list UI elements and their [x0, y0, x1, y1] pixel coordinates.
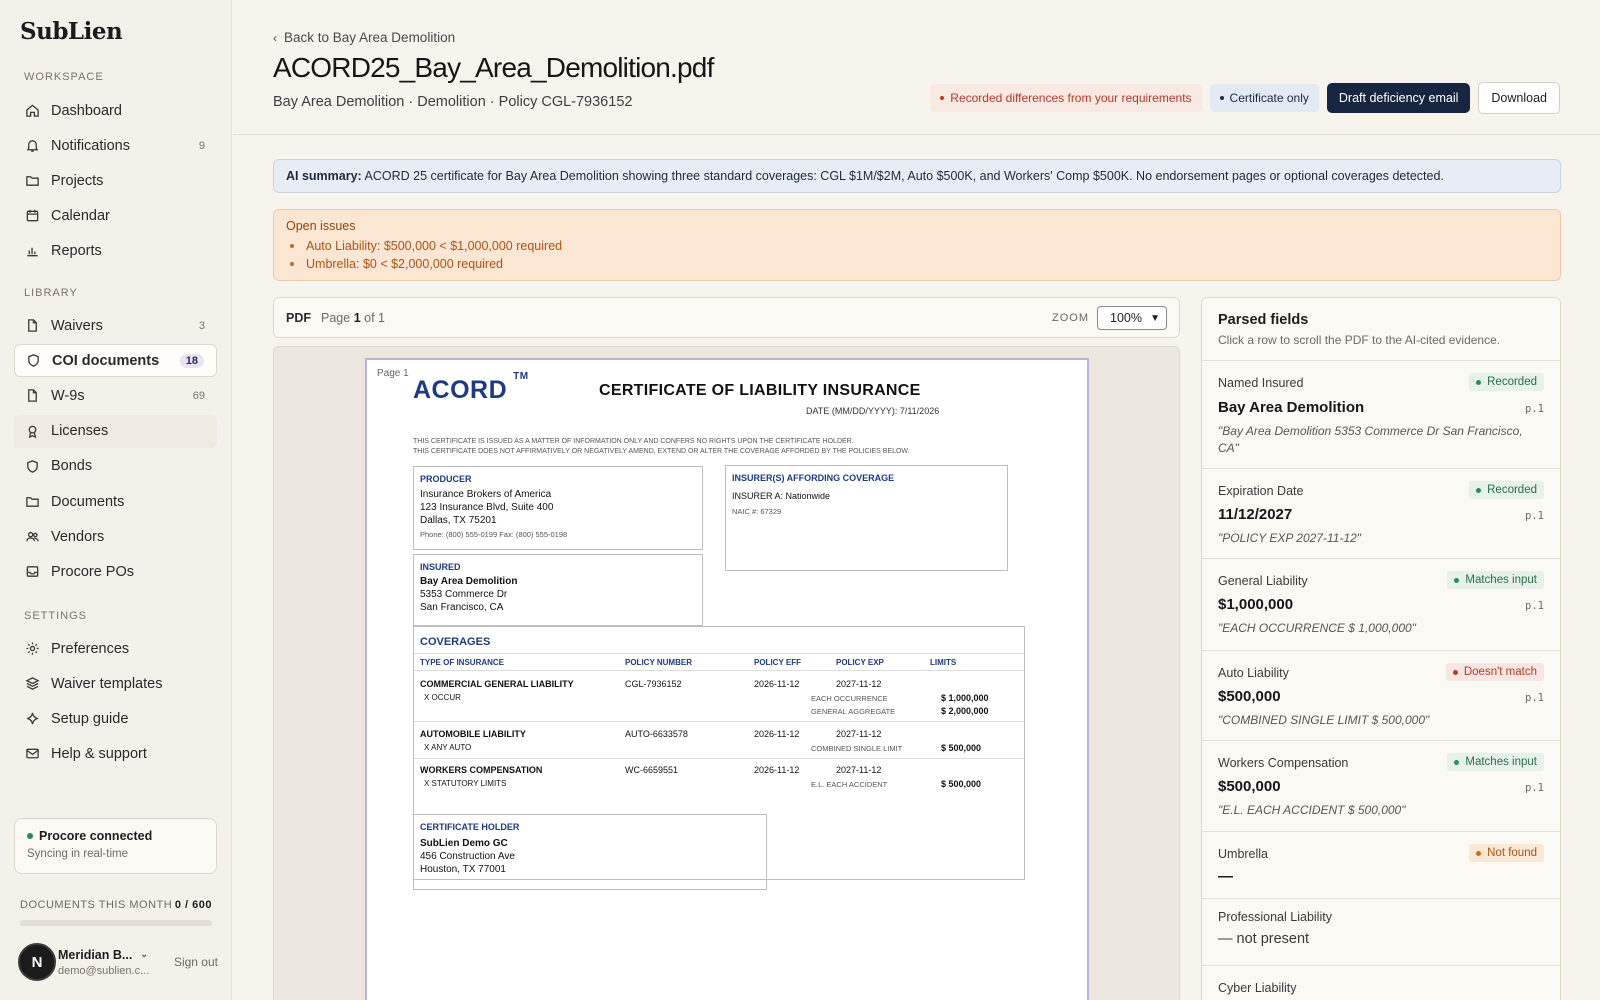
chevron-down-icon[interactable]: ⌄	[140, 949, 148, 959]
usage-label: DOCUMENTS THIS MONTH	[20, 899, 173, 911]
zoom-select[interactable]	[1097, 306, 1167, 330]
parsed-fields-title: Parsed fields	[1218, 312, 1309, 328]
evidence-quote: "EACH OCCURRENCE $ 1,000,000"	[1218, 621, 1416, 635]
page-subtitle: Bay Area Demolition · Demolition · Policy CGL-7936152	[273, 94, 633, 110]
parsed-field-row-auto-liability[interactable]	[1202, 651, 1560, 741]
insured-box: INSURED Bay Area Demolition 5353 Commerce Dr San Francisco, CA	[413, 554, 703, 626]
sidebar-item-label: Preferences	[51, 640, 130, 657]
mail-icon	[24, 746, 40, 762]
sidebar-item-label: Bonds	[51, 458, 93, 475]
page-reference[interactable]: p.1	[1525, 782, 1544, 794]
user-email: demo@sublien.c...	[58, 964, 150, 977]
sidebar-item-label: Projects	[51, 172, 104, 189]
status-dot-icon	[1476, 380, 1481, 385]
procore-status-subtitle: Syncing in real-time	[27, 848, 128, 860]
field-value: $1,000,000	[1218, 596, 1294, 613]
sidebar-item-label: Waiver templates	[51, 675, 163, 692]
ai-summary-label: AI summary:	[286, 169, 362, 183]
pdf-page-label: Page 1	[377, 368, 409, 379]
section-label-settings: SETTINGS	[24, 610, 88, 622]
sidebar-item-dashboard[interactable]	[14, 94, 217, 127]
gear-icon	[24, 641, 40, 657]
connected-dot-icon	[27, 833, 33, 839]
status-dot-icon	[1476, 488, 1481, 493]
sidebar-item-waiver-templates[interactable]	[14, 667, 217, 700]
section-label-library: LIBRARY	[24, 287, 78, 299]
usage-progress-bar	[20, 920, 212, 926]
bell-icon	[24, 138, 40, 154]
count-badge: 9	[198, 139, 205, 152]
certificate-title: CERTIFICATE OF LIABILITY INSURANCE	[599, 382, 921, 399]
coverage-type: COMMERCIAL GENERAL LIABILITY	[420, 679, 574, 689]
field-value: $500,000	[1218, 688, 1281, 705]
ai-summary-banner	[273, 159, 1561, 193]
page-title: ACORD25_Bay_Area_Demolition.pdf	[273, 52, 714, 83]
shield-icon	[25, 353, 41, 369]
parsed-field-row-expiration-date[interactable]	[1202, 469, 1560, 559]
parsed-field-row-professional-liability[interactable]	[1202, 899, 1560, 966]
sidebar	[0, 0, 232, 1000]
sidebar-item-label: W-9s	[51, 387, 85, 404]
sidebar-item-label: Licenses	[51, 423, 109, 440]
evidence-quote: "Bay Area Demolition 5353 Commerce Dr San Francisco, CA"	[1218, 424, 1523, 455]
shield-icon	[24, 458, 40, 474]
sidebar-item-label: Calendar	[51, 207, 110, 224]
differences-badge-label: Recorded differences from your requirements	[950, 91, 1192, 105]
page-indicator: Page 1 of 1	[321, 310, 385, 325]
sidebar-item-documents[interactable]	[14, 485, 217, 518]
producer-box: PRODUCER Insurance Brokers of America 123 Insurance Blvd, Suite 400 Dallas, TX 75201 Phone: (800) 555-0199 Fax: (800) 555-0198	[413, 466, 703, 550]
field-status-badge: Doesn't match	[1446, 663, 1544, 681]
parsed-field-row-named-insured[interactable]	[1202, 361, 1560, 469]
folder-icon	[24, 173, 40, 189]
parsed-field-row-cyber-liability[interactable]	[1202, 966, 1560, 1000]
chevron-down-icon: ▼	[1150, 312, 1160, 324]
field-status-badge: Matches input	[1447, 753, 1544, 771]
usage-label-row	[20, 899, 212, 911]
sidebar-item-w-9s[interactable]	[14, 379, 217, 412]
back-link[interactable]	[273, 30, 455, 45]
chevron-left-icon: ‹	[273, 30, 277, 45]
sidebar-item-coi-documents[interactable]	[14, 344, 217, 377]
count-badge: 69	[192, 389, 205, 402]
evidence-quote: "E.L. EACH ACCIDENT $ 500,000"	[1218, 803, 1406, 817]
parsed-fields-panel	[1201, 297, 1561, 1000]
sidebar-item-setup-guide[interactable]	[14, 702, 217, 735]
avatar[interactable]: N	[18, 943, 56, 981]
file-icon	[24, 388, 40, 404]
issue-item: Auto Liability: $500,000 < $1,000,000 required	[286, 239, 1548, 253]
field-label: Workers Compensation	[1218, 756, 1349, 770]
field-status-badge: Not found	[1469, 844, 1544, 862]
certificate-disclaimer: THIS CERTIFICATE IS ISSUED AS A MATTER OF INFORMATION ONLY AND CONFERS NO RIGHTS UPON THE CERTIFICATE HOLDER. THIS CERTIFICATE DOES NOT AFFIRMATIVELY OR NEGATIVELY AMEND, EXTEND OR ALTER THE COVERAGE AFFORDED BY THE POLICIES BELOW.	[413, 438, 910, 455]
field-value: — not present	[1218, 931, 1310, 947]
section-label-workspace: WORKSPACE	[24, 71, 104, 83]
field-label: Named Insured	[1218, 376, 1304, 390]
field-value: 11/12/2027	[1218, 506, 1293, 523]
user-menu[interactable]	[18, 940, 218, 984]
user-name: Meridian B...	[58, 947, 133, 962]
parsed-field-row-workers-compensation[interactable]	[1202, 741, 1560, 832]
sidebar-item-label: Procore POs	[51, 563, 134, 580]
sidebar-item-vendors[interactable]	[14, 520, 217, 553]
field-status-badge: Recorded	[1469, 481, 1544, 499]
field-label: Cyber Liability	[1218, 981, 1297, 995]
open-issues-list	[286, 239, 1548, 271]
back-link-label: Back to Bay Area Demolition	[284, 30, 456, 45]
document-type-label: Certificate only	[1229, 91, 1309, 105]
field-label: Professional Liability	[1218, 910, 1332, 924]
field-label: Expiration Date	[1218, 484, 1304, 498]
sidebar-item-preferences[interactable]	[14, 632, 217, 665]
open-issues-panel	[273, 209, 1561, 281]
users-icon	[24, 529, 40, 545]
differences-badge	[930, 84, 1201, 112]
award-icon	[24, 423, 40, 439]
header-actions	[930, 82, 1560, 114]
sidebar-item-label: Vendors	[51, 528, 105, 545]
sidebar-item-licenses[interactable]	[14, 415, 217, 448]
coverages-box: COVERAGES TYPE OF INSURANCE POLICY NUMBER POLICY EFF POLICY EXP LIMITS COMMERCIAL GENERAL LIABILITY X OCCUR CGL-7936152 2026-11-12 2027-11-12 EACH OCCURRENCE $ 1,000,000 GENERAL AGGREGATE $ 2,000,000 AUTOMOBILE LIABILITY X ANY AUTO AUTO-6633578 2026-11-12 2027-11-12 COMBINED SINGLE LIMIT $ 500,000 WORKERS COMPENSATION X STATUTORY LIMITS WC-6659551 2026-11-12 2027-11-12 E.L. EACH ACCIDENT $ 500,000	[413, 626, 1025, 880]
page-reference[interactable]: p.1	[1525, 692, 1544, 704]
folder-icon	[24, 494, 40, 510]
count-badge: 18	[180, 354, 204, 368]
sidebar-item-label: COI documents	[52, 352, 160, 369]
sidebar-item-label: Notifications	[51, 137, 130, 154]
sidebar-item-waivers[interactable]	[14, 309, 217, 342]
pdf-label: PDF	[286, 310, 311, 325]
certificate-date: DATE (MM/DD/YYYY): 7/11/2026	[806, 406, 940, 416]
sidebar-item-label: Documents	[51, 493, 125, 510]
sign-out-link[interactable]: Sign out	[173, 955, 218, 969]
draft-deficiency-email-button[interactable]: Draft deficiency email	[1327, 83, 1471, 113]
home-icon	[24, 103, 40, 119]
status-dot-icon	[1454, 578, 1459, 583]
acord-logo: ACORD ™	[413, 370, 529, 404]
field-value: $500,000	[1218, 778, 1281, 795]
document-type-badge	[1210, 84, 1319, 112]
usage-value: 0 / 600	[174, 899, 212, 911]
bar-chart-icon	[24, 243, 40, 259]
evidence-quote: "POLICY EXP 2027-11-12"	[1218, 531, 1362, 545]
issue-item: Umbrella: $0 < $2,000,000 required	[286, 257, 1548, 271]
sparkle-icon	[24, 711, 40, 727]
pdf-viewer[interactable]	[273, 346, 1180, 1000]
field-status-badge: Recorded	[1469, 373, 1544, 391]
field-label: Auto Liability	[1218, 666, 1289, 680]
pdf-page	[365, 358, 1089, 1000]
current-page: 1	[353, 310, 361, 325]
sidebar-item-label: Reports	[51, 242, 102, 259]
certificate-holder-box: CERTIFICATE HOLDER SubLien Demo GC 456 Construction Ave Houston, TX 77001	[413, 814, 767, 890]
sidebar-item-reports[interactable]	[14, 234, 217, 267]
sidebar-item-label: Setup guide	[51, 710, 129, 727]
field-label: General Liability	[1218, 574, 1308, 588]
calendar-icon	[24, 208, 40, 224]
app-logo[interactable]: SubLien	[20, 18, 123, 45]
procore-status-title: Procore connected	[39, 829, 153, 843]
download-button[interactable]: Download	[1478, 82, 1560, 114]
insurers-box: INSURER(S) AFFORDING COVERAGE INSURER A: Nationwide NAIC #: 67329	[725, 465, 1008, 571]
main-content	[233, 0, 1600, 1000]
sidebar-item-label: Waivers	[51, 317, 103, 334]
field-status-badge: Matches input	[1447, 571, 1544, 589]
sidebar-item-notifications[interactable]	[14, 129, 217, 162]
page-reference[interactable]: p.1	[1525, 510, 1544, 522]
inbox-icon	[24, 564, 40, 580]
file-icon	[24, 318, 40, 334]
ai-summary-text: ACORD 25 certificate for Bay Area Demolition showing three standard coverages: CGL $1M/$2M, Auto $500K, and Workers' Comp $500K. No endorsement pages or optional coverages detected.	[364, 169, 1444, 183]
status-dot-icon	[1453, 670, 1458, 675]
sidebar-item-bonds[interactable]	[14, 450, 217, 483]
status-dot-icon	[1454, 760, 1459, 765]
warning-dot-icon	[940, 96, 944, 100]
sidebar-item-label: Help & support	[51, 745, 147, 762]
status-dot-icon	[1476, 851, 1481, 856]
field-value: —	[1218, 868, 1233, 885]
info-dot-icon	[1220, 96, 1224, 100]
parsed-field-row-umbrella[interactable]	[1202, 832, 1560, 899]
pdf-toolbar	[273, 297, 1180, 338]
field-value: Bay Area Demolition	[1218, 399, 1365, 416]
sidebar-item-label: Dashboard	[51, 102, 122, 119]
page-reference[interactable]: p.1	[1525, 600, 1544, 612]
page-header	[233, 0, 1600, 135]
page-reference[interactable]: p.1	[1525, 403, 1544, 415]
procore-status-card[interactable]	[14, 818, 217, 874]
evidence-quote: "COMBINED SINGLE LIMIT $ 500,000"	[1218, 713, 1430, 727]
zoom-label: ZOOM	[1052, 311, 1089, 324]
layers-icon	[24, 676, 40, 692]
sidebar-item-projects[interactable]	[14, 164, 217, 197]
count-badge: 3	[198, 319, 205, 332]
zoom-value: 100%	[1110, 311, 1142, 325]
field-label: Umbrella	[1218, 847, 1269, 861]
sidebar-item-procore-pos[interactable]	[14, 555, 217, 588]
open-issues-title: Open issues	[286, 219, 356, 233]
sidebar-item-help-support[interactable]	[14, 737, 217, 770]
parsed-fields-subtitle: Click a row to scroll the PDF to the AI-cited evidence.	[1218, 333, 1501, 347]
sidebar-item-calendar[interactable]	[14, 199, 217, 232]
parsed-field-row-general-liability[interactable]	[1202, 559, 1560, 651]
